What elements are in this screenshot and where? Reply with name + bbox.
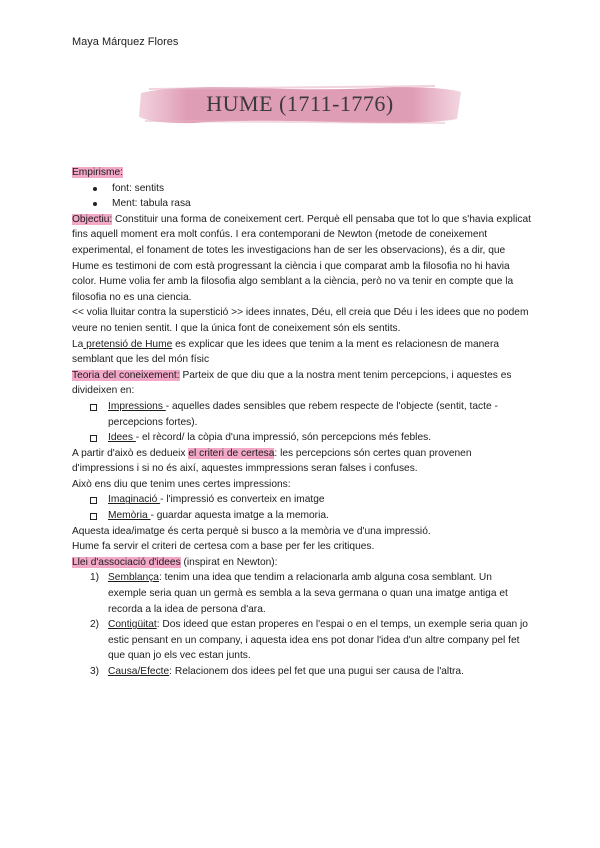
lleis-list [72, 570, 532, 679]
certesa-line: Això ens diu que tenim unes certes impressions: [72, 478, 291, 490]
list-item: Memòria - guardar aquesta imatge a la memoria. [108, 508, 532, 524]
empirisme-heading: Empirisme: [72, 167, 123, 178]
pretensio-paragraph: La pretensió de Hume es explicar que les idees que tenim a la ment es relacionesn de manera semblant que les del món físic [72, 338, 500, 366]
page-title: HUME (1711-1776) [206, 91, 394, 116]
notes-body [72, 165, 532, 680]
certesa-after-1: Aquesta idea/imatge és certa perquè si busco a la memòria ve d'una impressió. [72, 525, 431, 537]
objectiu-paragraph [72, 212, 532, 306]
lleis-label: Llei d'associació d'idees [72, 556, 181, 568]
objectiu-text: Constituir una forma de coneixement cert. Perquè ell pensaba que tot lo que s'havia explicat fins aquell moment era molt confús. I era contemporani de Newton (metode de coneixement experimental, el fonament de totes les investigacions han de ser les observacions), és a dir, que Hume es testimoni de com està progressant la ciència i que comparat amb la filosofia no hi havia color. Hume volia fer amb la filosofia algo semblant a la ciència, però no va tenir en compte que la filosofia no es una ciencia. [72, 213, 531, 303]
list-item: 2) Contigüitat: Dos ideed que estan properes en l'espai o en el temps, un exemple seria quan jo estic pensant en un company, i aquesta idea ens pot donar l'idea d'un altre company pel fet que quan jo els vec estan junts. [90, 619, 528, 662]
objectiu-label: Objectiu: [72, 213, 113, 225]
lleis-paragraph: Llei d'associació d'idees (inspirat en Newton): [72, 556, 278, 568]
pretensio-underlined: pretensió de Hume [83, 338, 173, 350]
percepcions-list [72, 399, 532, 446]
certesa-highlight: el criteri de certesa [188, 447, 275, 459]
list-item: Ment: tabula rasa [112, 196, 532, 212]
teoria-paragraph: Teoria del coneixement: Parteix de que diu que a la nostra ment tenim percepcions, i aquestes es divideixen en: [72, 369, 512, 397]
list-item: Impressions - aquelles dades sensibles que rebem respecte de l'objecte (sentit, tacte - percepcions fortes). [108, 399, 532, 430]
list-item: 3) Causa/Efecte: Relacionem dos idees pel fet que una pugui ser causa de l'altra. [90, 666, 464, 677]
impressions-list [72, 492, 532, 523]
title-banner [135, 83, 465, 127]
empirisme-list [72, 181, 532, 212]
certesa-paragraph: A partir d'això es dedueix el criteri de certesa: les percepcions són certes quan provenen d'impressions i si no és així, aquestes immpressions seran falses i confuses. [72, 447, 472, 475]
list-item: 1) Semblança: tenim una idea que tendim a relacionarla amb alguna cosa semblant. Un exemple seria quan un germà es sembla a la seva germana o quan una imatge antiga et recorda a la idea de persona d'ara. [90, 572, 508, 615]
supersticio-paragraph: << volia lluitar contra la superstició >> idees innates, Déu, ell creia que Déu i les idees que no podem veure no tenien sentit. I que la única font de coneixement són els sentits. [72, 307, 529, 334]
teoria-label: Teoria del coneixement: [72, 369, 180, 381]
author-name: Maya Márquez Flores [72, 36, 179, 48]
list-item: Idees - el rècord/ la còpia d'una impressió, són percepcions més febles. [108, 430, 532, 446]
list-item: Imaginació - l'impressió es converteix en imatge [108, 492, 532, 508]
certesa-after-2: Hume fa servir el criteri de certesa com a base per fer les critiques. [72, 541, 375, 553]
list-item: font: sentits [112, 181, 532, 197]
